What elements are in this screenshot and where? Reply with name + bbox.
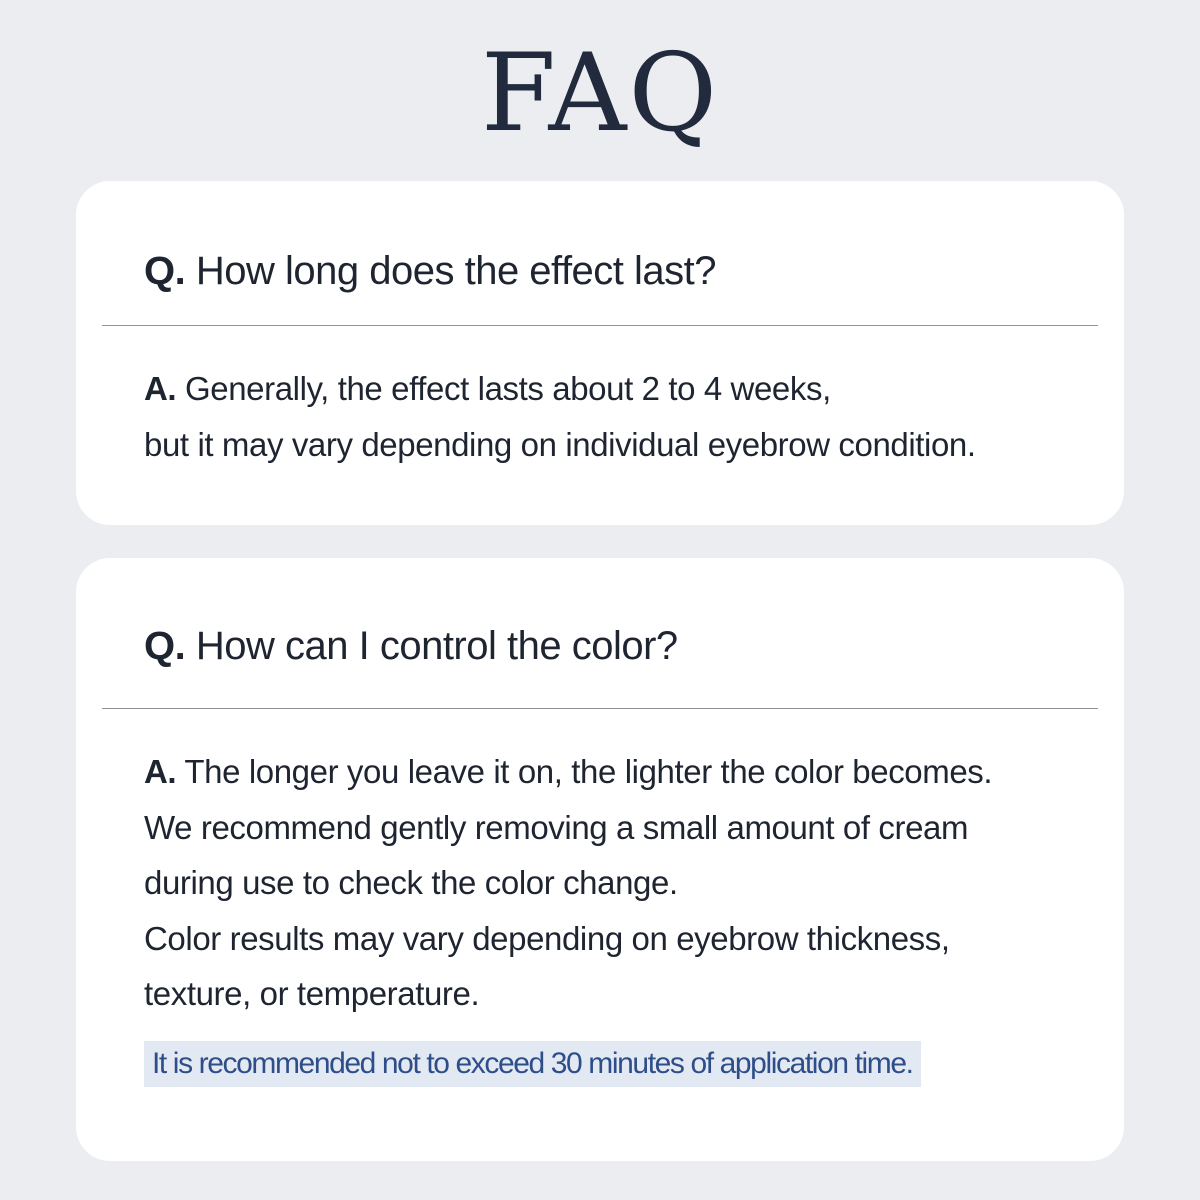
faq-question (144, 247, 716, 295)
divider (102, 708, 1098, 709)
answer-prefix: A. (144, 753, 177, 790)
page-title: FAQ (480, 31, 720, 156)
answer-line (144, 744, 992, 800)
faq-card (76, 558, 1124, 1161)
faq-question (144, 622, 678, 670)
answer-line: We recommend gently removing a small amount of cream (144, 808, 969, 846)
highlighted-note: It is recommended not to exceed 30 minutes of application time. (144, 1041, 921, 1087)
answer-line (144, 361, 976, 417)
answer-line: texture, or temperature. (144, 975, 480, 1012)
faq-answer (144, 744, 992, 1022)
answer-line: but it may vary depending on individual eyebrow condition. (144, 425, 976, 463)
question-text: How can I control the color? (195, 624, 678, 668)
faq-answer (144, 361, 976, 472)
answer-text: The longer you leave it on, the lighter the color becomes. (184, 753, 993, 790)
question-text: How long does the effect last? (195, 249, 717, 293)
answer-prefix: A. (144, 370, 177, 407)
question-prefix: Q. (144, 624, 186, 668)
question-prefix: Q. (144, 249, 186, 293)
answer-line: Color results may vary depending on eyebrow thickness, (144, 919, 950, 957)
divider (102, 325, 1098, 326)
faq-card (76, 181, 1124, 525)
answer-line: during use to check the color change. (144, 864, 678, 901)
answer-text: Generally, the effect lasts about 2 to 4 weeks, (184, 370, 831, 407)
